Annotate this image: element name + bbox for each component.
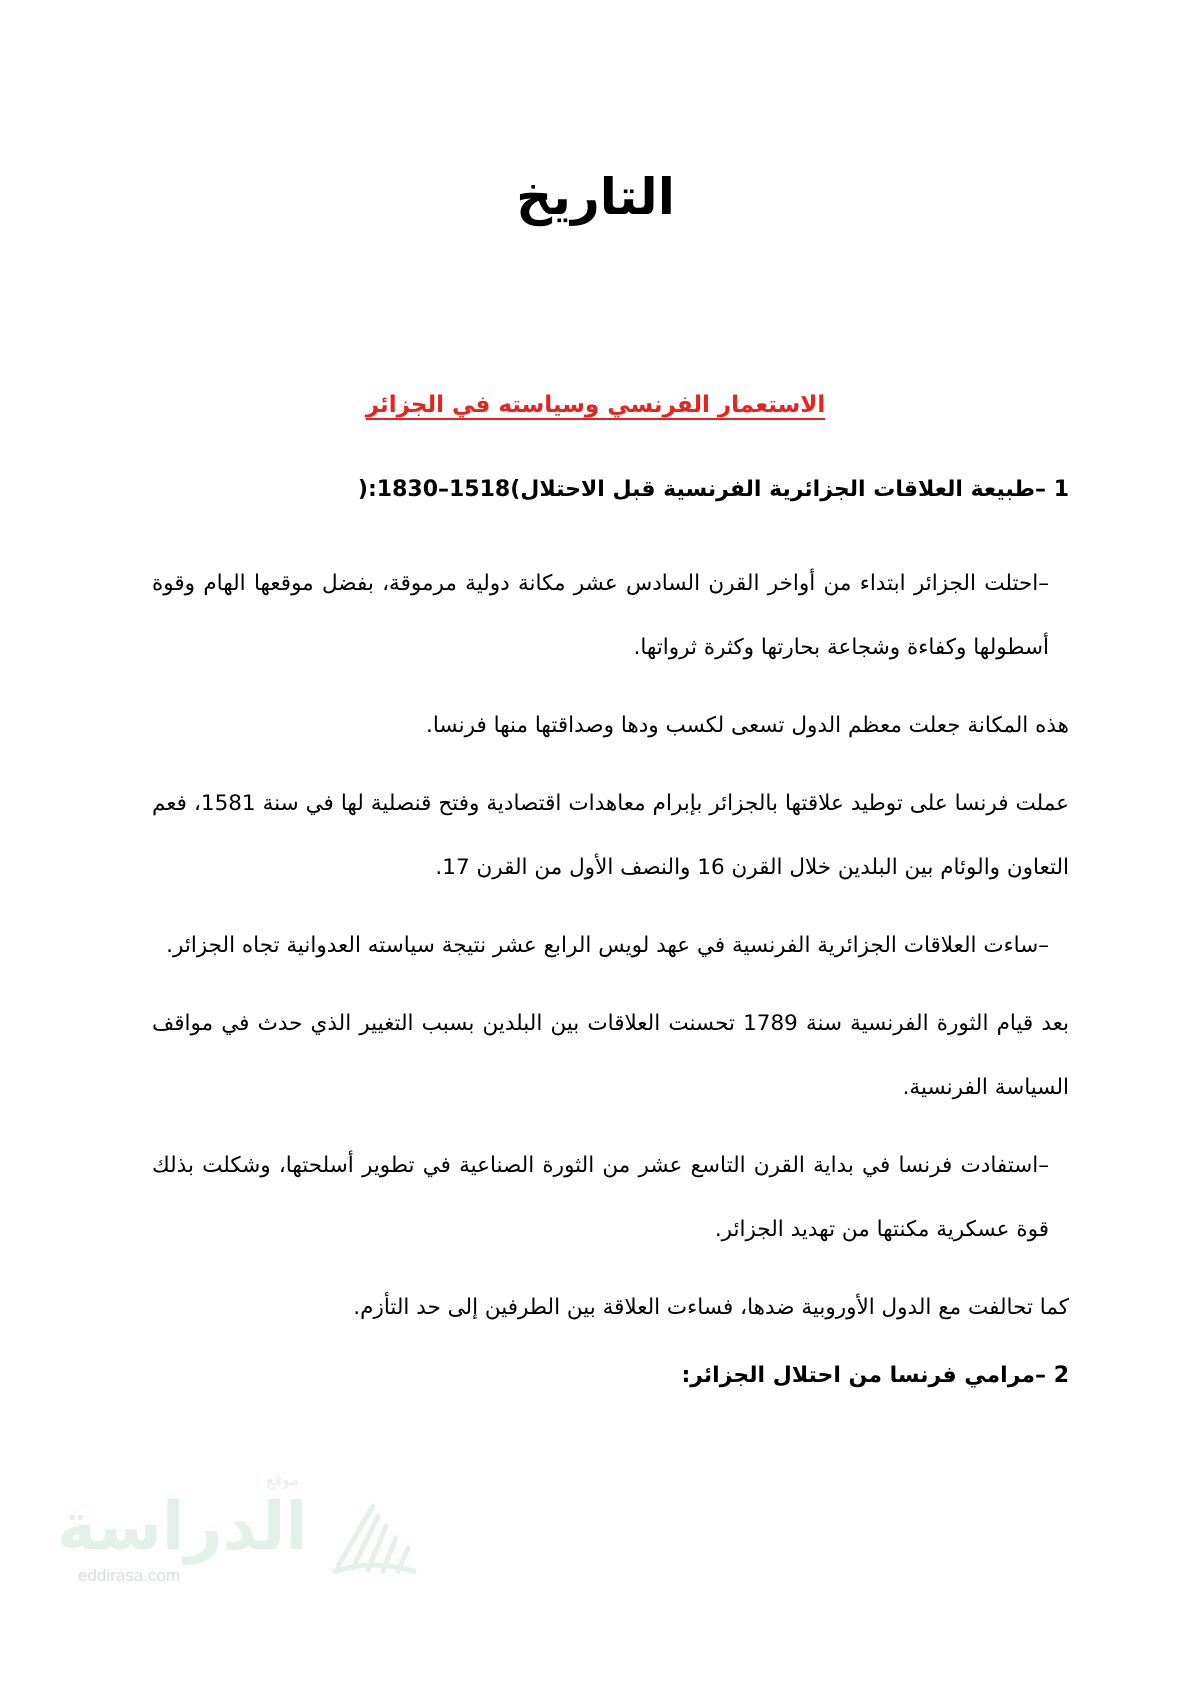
paragraph-7: كما تحالفت مع الدول الأوروبية ضدها، فساءت العلاقة بين الطرفين إلى حد التأزم. bbox=[353, 1295, 1069, 1320]
site-watermark bbox=[56, 1470, 426, 1620]
paragraph-2: هذه المكانة جعلت معظم الدول تسعى لكسب ودها وصداقتها منها فرنسا. bbox=[426, 713, 1069, 738]
watermark-url: eddirasa.com bbox=[78, 1566, 181, 1585]
document-body bbox=[152, 468, 1069, 1398]
paragraph-5: بعد قيام الثورة الفرنسية سنة 1789 تحسنت العلاقات بين البلدين بسبب التغيير الذي حدث في مواقف السياسة الفرنسية. bbox=[152, 1011, 1069, 1100]
paragraph-1: –احتلت الجزائر ابتداء من أواخر القرن السادس عشر مكانة دولية مرموقة، بفضل موقعها الهام وقوة أسطولها وكفاءة وشجاعة بحارتها وكثرة ثرواتها. bbox=[152, 571, 1049, 660]
paragraph-4: –ساءت العلاقات الجزائرية الفرنسية في عهد لويس الرابع عشر نتيجة سياسته العدوانية تجاه الجزائر. bbox=[166, 933, 1049, 958]
section-1-heading: 1 –طبيعة العلاقات الجزائرية الفرنسية قبل الاحتلال)1518–1830:( bbox=[357, 477, 1069, 502]
paragraph-3: عملت فرنسا على توطيد علاقتها بالجزائر بإبرام معاهدات اقتصادية وفتح قنصلية لها في سنة 1581، فعم التعاون والوئام بين البلدين خلال القرن 16 والنصف الأول من القرن 17. bbox=[152, 791, 1069, 880]
section-2-heading: 2 –مرامي فرنسا من احتلال الجزائر: bbox=[681, 1363, 1069, 1388]
watermark-small-text: موقع bbox=[266, 1470, 299, 1489]
document-subtitle: الاستعمار الفرنسي وسياسته في الجزائر bbox=[365, 392, 826, 418]
page-title: التاريخ bbox=[516, 168, 675, 226]
watermark-logo-text: الدراسة bbox=[56, 1488, 308, 1565]
paragraph-6: –استفادت فرنسا في بداية القرن التاسع عشر من الثورة الصناعية في تطوير أسلحتها، وشكلت بذلك قوة عسكرية مكنتها من تهديد الجزائر. bbox=[152, 1153, 1049, 1242]
book-leaves-icon bbox=[328, 1476, 418, 1580]
